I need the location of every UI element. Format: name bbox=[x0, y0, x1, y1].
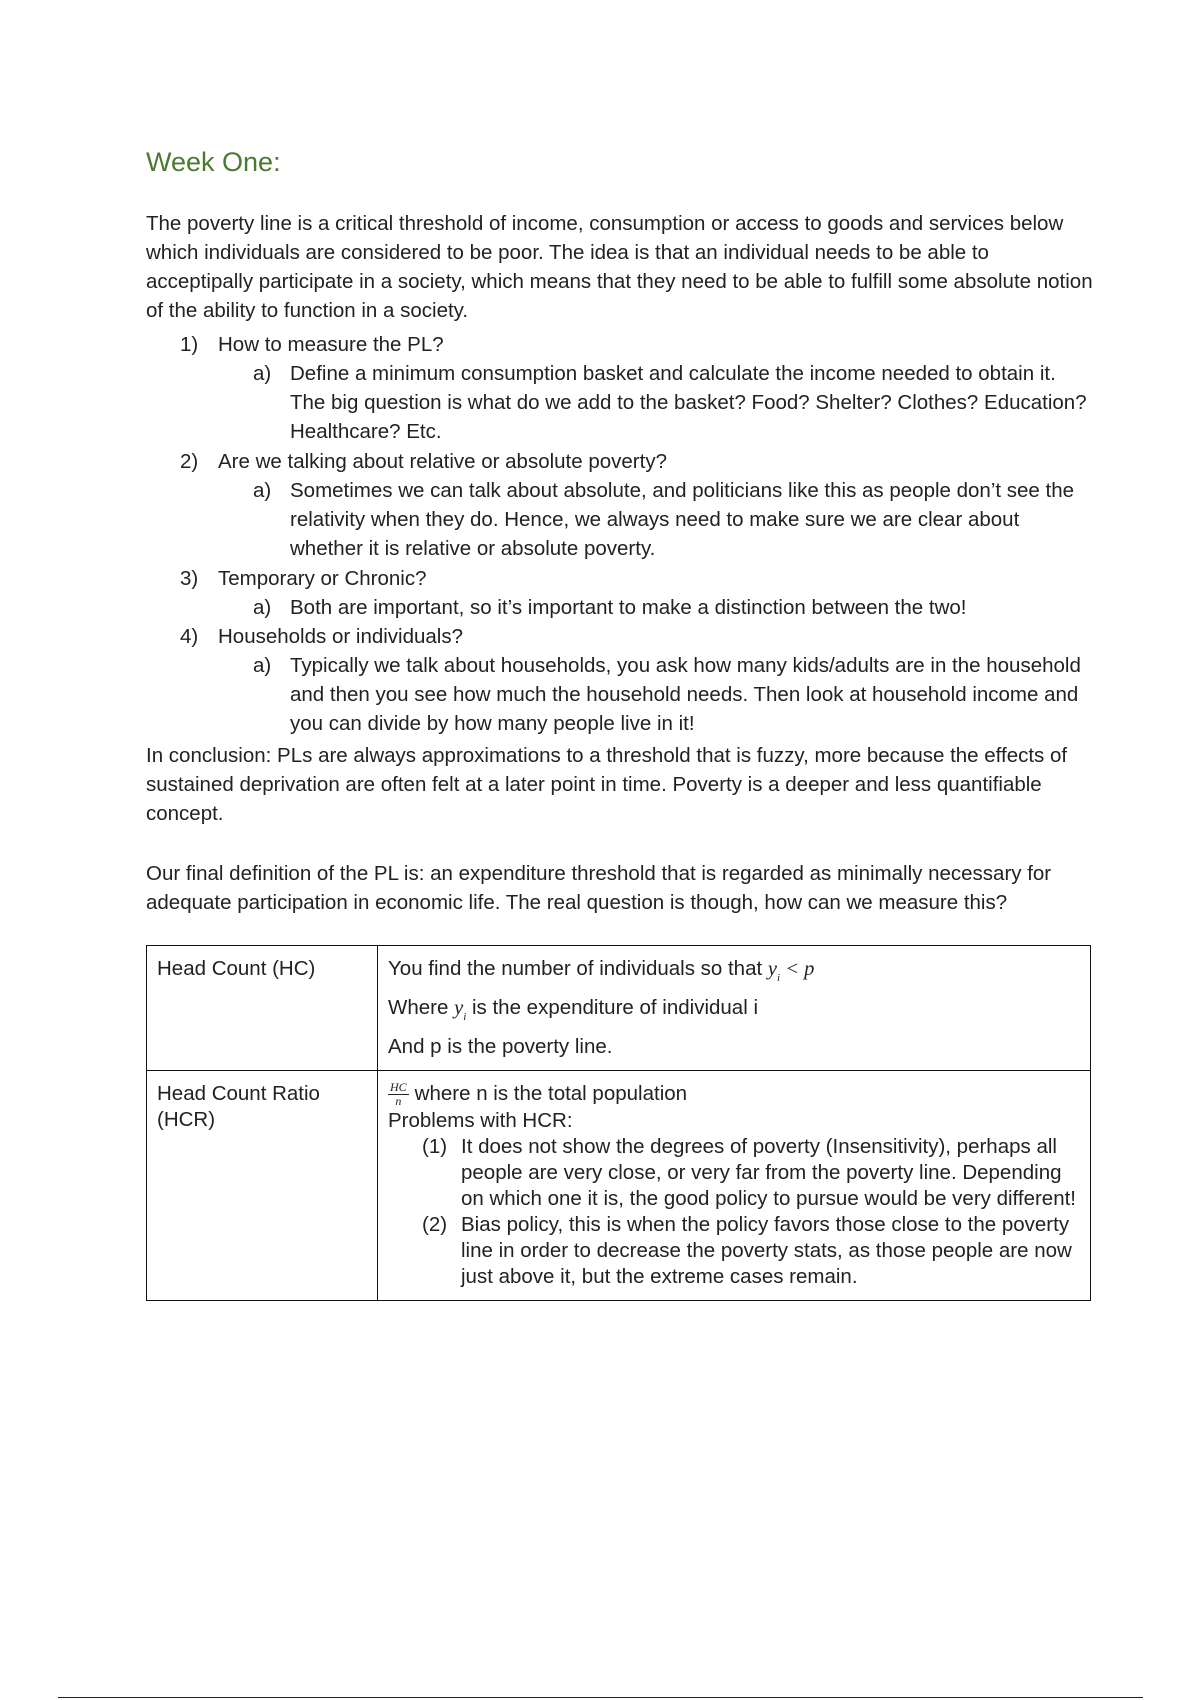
definition-line bbox=[388, 995, 1080, 1024]
problem-item bbox=[388, 1134, 1080, 1212]
fraction-denominator: n bbox=[395, 1094, 402, 1109]
poverty-measures-table bbox=[146, 945, 1091, 1301]
fraction-numerator: HC bbox=[390, 1080, 407, 1095]
formula bbox=[767, 958, 815, 984]
formula-subscript: i bbox=[777, 972, 781, 984]
conclusion-paragraph: In conclusion: PLs are always approximations to a threshold that is fuzzy, more because the effects of sustained deprivation are often felt at a later point in time. Poverty is a deeper and less quantifiable concept. bbox=[146, 744, 1068, 825]
answer-letter: a) bbox=[253, 362, 272, 385]
definition-text: Where bbox=[388, 996, 449, 1019]
question-number: 4) bbox=[180, 625, 199, 648]
definition-text: You find the number of individuals so that bbox=[388, 957, 763, 980]
formula-rest: < p bbox=[785, 958, 815, 980]
question-number: 1) bbox=[180, 333, 199, 356]
question-text: How to measure the PL? bbox=[218, 333, 444, 356]
table-row bbox=[147, 946, 1091, 1071]
footer-divider bbox=[58, 1697, 1143, 1698]
problem-number: (1) bbox=[422, 1135, 448, 1159]
problem-text: Bias policy, this is when the policy favors those close to the poverty line in order to decrease the poverty stats, as those people are now just above it, but the extreme cases remain. bbox=[461, 1213, 1072, 1289]
definition-line bbox=[388, 956, 1080, 985]
term-cell bbox=[147, 946, 378, 1071]
problem-text: It does not show the degrees of poverty (Insensitivity), perhaps all people are very close, or very far from the poverty line. Depending on which one it is, the good policy to pursue would be very different! bbox=[461, 1135, 1076, 1211]
final-definition-paragraph: Our final definition of the PL is: an expenditure threshold that is regarded as minimally necessary for adequate participation in economic life. The real question is though, how can we measure this? bbox=[146, 862, 1052, 914]
definition-text: is the expenditure of individual i bbox=[471, 996, 759, 1019]
answer-text: Typically we talk about households, you ask how many kids/adults are in the household and then you see how much the household needs. Then look at household income and you can divide by how many people live in it! bbox=[290, 654, 1081, 735]
formula-subscript: i bbox=[463, 1011, 467, 1023]
term-label: Head Count Ratio (HCR) bbox=[157, 1082, 320, 1131]
definition-cell bbox=[378, 946, 1091, 1071]
formula-var: y bbox=[767, 958, 777, 980]
answer-text: Sometimes we can talk about absolute, and politicians like this as people don’t see the relativity when they do. Hence, we always need to make sure we are clear about whether it is relative or absolute poverty. bbox=[290, 479, 1075, 560]
definition-line: And p is the poverty line. bbox=[388, 1035, 613, 1058]
formula-var: y bbox=[454, 997, 464, 1019]
question-text: Temporary or Chronic? bbox=[218, 567, 427, 590]
answer-text: Define a minimum consumption basket and calculate the income needed to obtain it. The big question is what do we add to the basket? Food? Shelter? Clothes? Education? Healthcare? Etc. bbox=[290, 362, 1087, 443]
formula bbox=[454, 997, 467, 1023]
page-heading: Week One: bbox=[146, 147, 281, 177]
formula-line bbox=[388, 1081, 1080, 1108]
definition-cell bbox=[378, 1071, 1091, 1301]
formula-description: where n is the total population bbox=[414, 1082, 688, 1105]
fraction bbox=[388, 1081, 409, 1108]
answer-letter: a) bbox=[253, 479, 272, 502]
answer-text: Both are important, so it’s important to make a distinction between the two! bbox=[290, 596, 967, 619]
question-text: Households or individuals? bbox=[218, 625, 464, 648]
table-row bbox=[147, 1071, 1091, 1301]
question-number: 2) bbox=[180, 450, 199, 473]
problems-title: Problems with HCR: bbox=[388, 1109, 573, 1133]
problem-item bbox=[388, 1212, 1080, 1290]
problem-number: (2) bbox=[422, 1213, 448, 1237]
question-number: 3) bbox=[180, 567, 199, 590]
intro-paragraph: The poverty line is a critical threshold of income, consumption or access to goods and services below which individuals are considered to be poor. The idea is that an individual needs to be able to acceptipally participate in a society, which means that they need to be able to fulfill some absolute notion of the ability to function in a society. bbox=[146, 212, 1093, 322]
answer-letter: a) bbox=[253, 596, 272, 619]
answer-letter: a) bbox=[253, 654, 272, 677]
term-cell bbox=[147, 1071, 378, 1301]
term-label: Head Count (HC) bbox=[157, 957, 316, 980]
question-text: Are we talking about relative or absolute poverty? bbox=[218, 450, 667, 473]
